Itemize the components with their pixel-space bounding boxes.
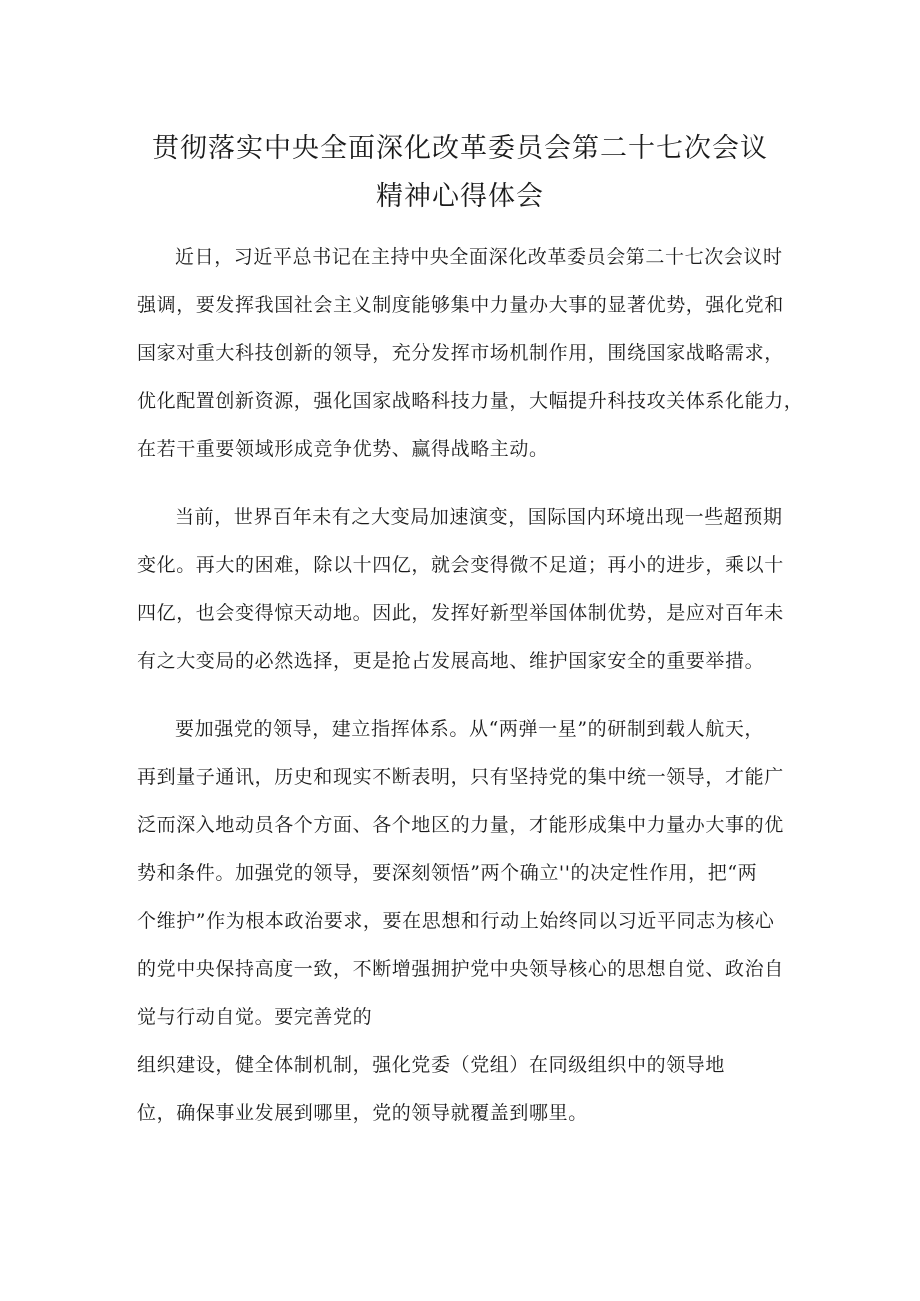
paragraph-line: 觉与行动自觉。要完善党的 bbox=[137, 1006, 373, 1028]
paragraph-line: 个维护”作为根本政治要求，要在思想和行动上始终同以习近平同志为核心 bbox=[137, 910, 775, 932]
paragraph-line: 再到量子通讯，历史和现实不断表明，只有坚持党的集中统一领导，才能广 bbox=[137, 766, 784, 788]
paragraph-line: 在若干重要领域形成竞争优势、赢得战略主动。 bbox=[137, 438, 549, 460]
document-title-line-2: 精神心得体会 bbox=[376, 181, 544, 212]
paragraph-line: 组织建设，健全体制机制，强化党委（党组）在同级组织中的领导地 bbox=[137, 1054, 726, 1076]
paragraph-line: 要加强党的领导，建立指挥体系。从“两弹一星”的研制到载人航天， bbox=[175, 718, 765, 740]
paragraph-line: 国家对重大科技创新的领导，充分发挥市场机制作用，围绕国家战略需求， bbox=[137, 342, 784, 364]
paragraph-line: 当前，世界百年未有之大变局加速演变，国际国内环境出现一些超预期 bbox=[175, 506, 783, 528]
paragraph-line: 近日，习近平总书记在主持中央全面深化改革委员会第二十七次会议时 bbox=[175, 246, 783, 268]
paragraph-line: 强调，要发挥我国社会主义制度能够集中力量办大事的显著优势，强化党和 bbox=[137, 294, 784, 316]
paragraph-line: 泛而深入地动员各个方面、各个地区的力量，才能形成集中力量办大事的优 bbox=[137, 814, 784, 836]
paragraph-line: 四亿，也会变得惊天动地。因此，发挥好新型举国体制优势，是应对百年未 bbox=[137, 602, 784, 624]
paragraph-line: 的党中央保持高度一致，不断增强拥护党中央领导核心的思想自觉、政治自 bbox=[137, 958, 784, 980]
paragraph-line: 有之大变局的必然选择，更是抢占发展高地、维护国家安全的重要举措。 bbox=[137, 650, 765, 672]
paragraph-line: 势和条件。加强党的领导，要深刻领悟”两个确立''的决定性作用，把“两 bbox=[137, 862, 758, 884]
paragraph-line: 位，确保事业发展到哪里，党的领导就覆盖到哪里。 bbox=[137, 1102, 588, 1124]
document-title-line-1: 贯彻落实中央全面深化改革委员会第二十七次会议 bbox=[152, 133, 768, 164]
paragraph-line: 变化。再大的困难，除以十四亿，就会变得微不足道；再小的进步，乘以十 bbox=[137, 554, 784, 576]
paragraph-line: 优化配置创新资源，强化国家战略科技力量，大幅提升科技攻关体系化能力， bbox=[137, 390, 804, 412]
